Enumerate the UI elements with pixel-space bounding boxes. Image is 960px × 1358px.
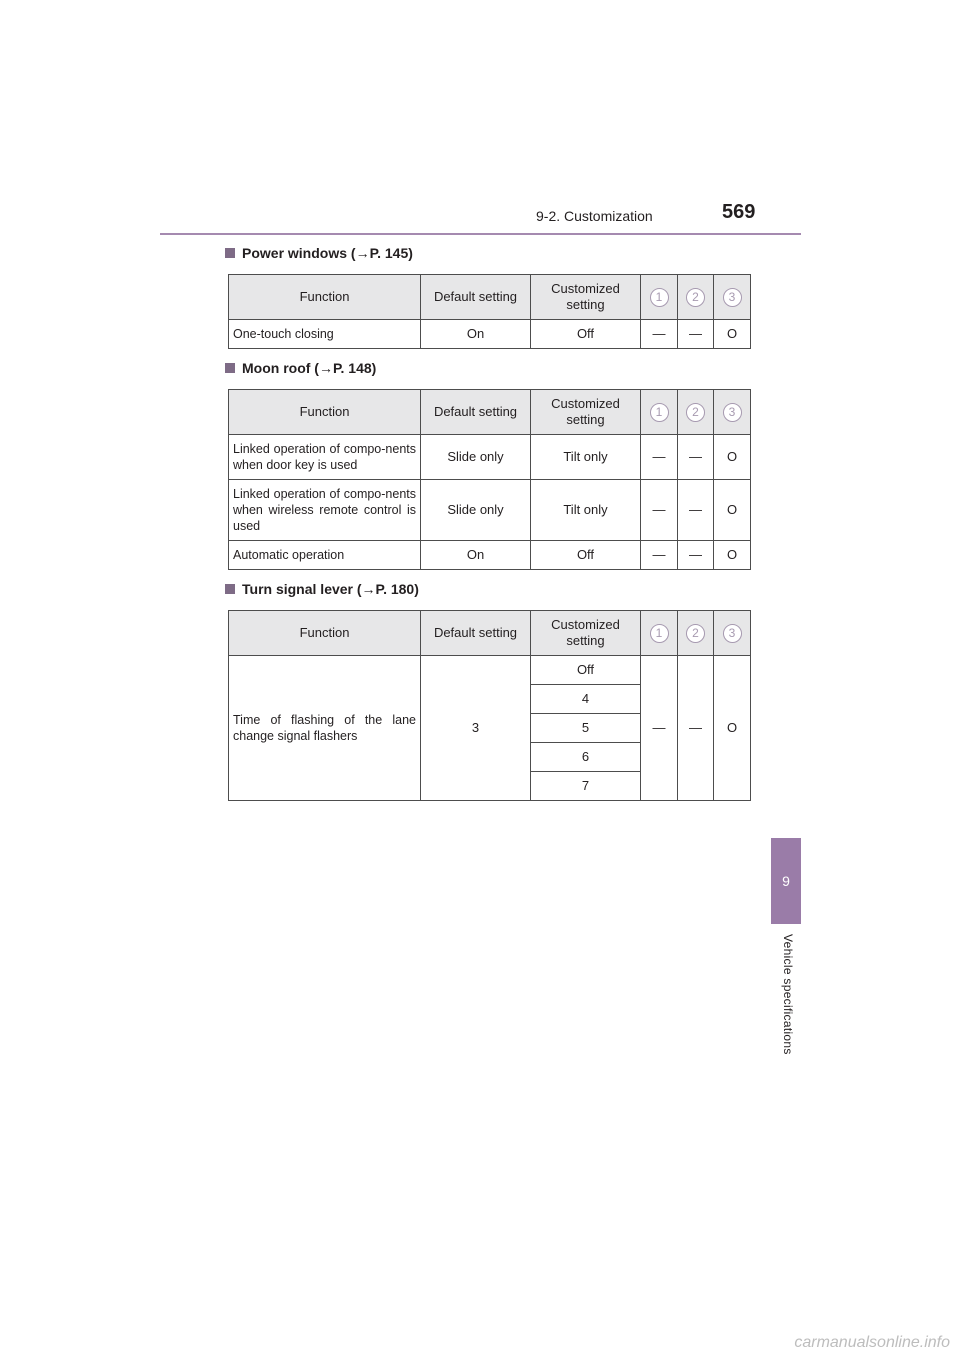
cell-col-2: — [678,656,714,801]
cell-col-3: O [714,656,751,801]
cell-col-3: O [714,435,751,480]
header-default: Default setting [421,390,531,435]
chapter-number: 9 [782,873,790,889]
section-title: 9-2. Customization [536,208,653,224]
cell-customized-option: 4 [531,685,641,714]
page-number: 569 [722,201,756,223]
header-default: Default setting [421,275,531,320]
section-heading-power-windows [225,245,413,261]
table-row [229,320,751,349]
section-heading-text: Turn signal lever (→P. 180) [242,581,419,597]
table-row [229,656,751,685]
cell-col-2: — [678,541,714,570]
cell-function: Time of flashing of the lane change signal flashers [229,656,421,801]
chapter-tab[interactable] [771,838,801,924]
cell-col-1: — [641,320,678,349]
cell-customized-option: Off [531,656,641,685]
header-col-3 [714,390,751,435]
cell-customized-option: 5 [531,714,641,743]
header-col-3 [714,611,751,656]
watermark: carmanualsonline.info [794,1334,950,1351]
cell-customized-option: 7 [531,772,641,801]
cell-col-1: — [641,656,678,801]
cell-function: Linked operation of compo-nents when door key is used [229,435,421,480]
header-col-2 [678,611,714,656]
cell-col-3: O [714,541,751,570]
table-header-row [229,275,751,320]
header-col-1 [641,611,678,656]
cell-default: On [421,541,531,570]
cell-customized: Off [531,541,641,570]
circle-1-icon: 1 [650,403,669,422]
turn-signal-table [228,610,751,801]
header-customized: Customized setting [531,390,641,435]
header-col-1 [641,390,678,435]
circle-3-icon: 3 [723,624,742,643]
header-function: Function [229,611,421,656]
header-col-2 [678,275,714,320]
moon-roof-table [228,389,751,570]
circle-1-icon: 1 [650,624,669,643]
circle-3-icon: 3 [723,403,742,422]
header-divider [160,233,801,235]
header-customized: Customized setting [531,611,641,656]
circle-2-icon: 2 [686,624,705,643]
circle-3-icon: 3 [723,288,742,307]
header-col-1 [641,275,678,320]
table-row [229,541,751,570]
cell-col-2: — [678,435,714,480]
cell-function: Linked operation of compo-nents when wireless remote control is used [229,480,421,541]
header-function: Function [229,275,421,320]
section-heading-text: Power windows (→P. 145) [242,245,413,261]
circle-1-icon: 1 [650,288,669,307]
table-row [229,435,751,480]
header-customized: Customized setting [531,275,641,320]
header-col-3 [714,275,751,320]
cell-col-1: — [641,480,678,541]
cell-default: Slide only [421,435,531,480]
table-header-row [229,611,751,656]
cell-customized: Off [531,320,641,349]
table-row [229,480,751,541]
bullet-square-icon [225,584,235,594]
cell-customized: Tilt only [531,435,641,480]
cell-function: One-touch closing [229,320,421,349]
cell-col-3: O [714,320,751,349]
cell-col-1: — [641,435,678,480]
bullet-square-icon [225,363,235,373]
cell-col-3: O [714,480,751,541]
cell-function: Automatic operation [229,541,421,570]
circle-2-icon: 2 [686,403,705,422]
header-col-2 [678,390,714,435]
section-heading-moon-roof [225,360,376,376]
bullet-square-icon [225,248,235,258]
cell-default: Slide only [421,480,531,541]
cell-col-2: — [678,320,714,349]
power-windows-table [228,274,751,349]
table-header-row [229,390,751,435]
cell-col-1: — [641,541,678,570]
header-default: Default setting [421,611,531,656]
cell-default: 3 [421,656,531,801]
cell-default: On [421,320,531,349]
section-heading-text: Moon roof (→P. 148) [242,360,377,376]
circle-2-icon: 2 [686,288,705,307]
chapter-label: Vehicle specifications [781,934,795,1055]
section-heading-turn-signal [225,581,419,597]
cell-customized-option: 6 [531,743,641,772]
cell-customized: Tilt only [531,480,641,541]
header-function: Function [229,390,421,435]
cell-col-2: — [678,480,714,541]
